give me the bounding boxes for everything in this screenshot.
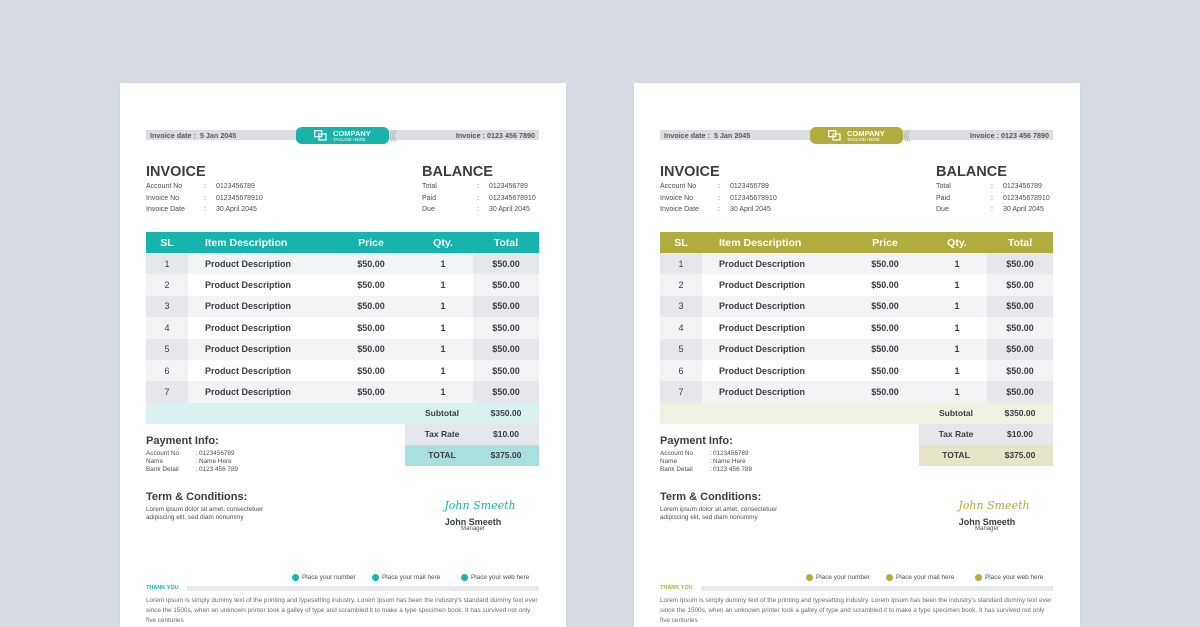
terms-text: Lorem ipsum dolor sit amet, consectetuer adipiscing elit, sed diam nonummy bbox=[146, 506, 264, 522]
cell-price: $50.00 bbox=[871, 258, 899, 269]
cell-qty: 1 bbox=[954, 258, 960, 269]
cell-sl: 6 bbox=[678, 365, 684, 376]
cell-sl: 3 bbox=[678, 301, 684, 312]
footer-text: Lorem Ipsum is simply dummy text of the printing and typesetting industry. Lorem Ipsum has been the industry's standard dummy text ever since the 1500s, when an unknown printer took a galley of type and scrambled it to make a type specimen book. It has survived not only five centuries bbox=[146, 597, 538, 624]
meta-row: Account No : 0123456789 bbox=[660, 450, 749, 457]
tax-row: Tax Rate $10.00 bbox=[146, 424, 539, 445]
col-sl: SL bbox=[674, 236, 688, 249]
cell-sl: 1 bbox=[164, 258, 170, 269]
payment-info bbox=[146, 450, 296, 475]
cell-qty: 1 bbox=[440, 258, 446, 269]
meta-row: Name : Name Here bbox=[660, 458, 746, 466]
cell-qty: 1 bbox=[954, 301, 960, 312]
table-row bbox=[660, 253, 1053, 274]
meta-row: Invoice No : 012345678910 bbox=[146, 194, 263, 202]
table-row bbox=[146, 381, 539, 402]
cell-price: $50.00 bbox=[357, 365, 385, 376]
meta-row: Account No : 0123456789 bbox=[660, 183, 769, 190]
signer-role: Manager bbox=[461, 526, 485, 532]
cell-sl: 6 bbox=[164, 365, 170, 376]
invoice-header-strip bbox=[146, 127, 539, 143]
payment-info bbox=[660, 450, 810, 475]
globe-icon bbox=[975, 574, 982, 581]
cell-qty: 1 bbox=[954, 344, 960, 355]
chevrons-right-icon: ((( bbox=[903, 128, 909, 142]
table-row bbox=[146, 296, 539, 317]
cell-qty: 1 bbox=[440, 344, 446, 355]
balance-meta bbox=[422, 183, 542, 218]
company-tagline: TAGLINE HERE bbox=[333, 137, 366, 142]
cell-qty: 1 bbox=[954, 322, 960, 333]
meta-row: Paid : 012345678910 bbox=[422, 194, 536, 202]
meta-row: Total : 0123456789 bbox=[936, 183, 1042, 190]
cell-total: $50.00 bbox=[1006, 322, 1034, 333]
company-name: COMPANY bbox=[333, 129, 371, 138]
signer-role: Manager bbox=[975, 526, 999, 532]
cell-total: $50.00 bbox=[492, 322, 520, 333]
meta-row: Paid : 012345678910 bbox=[936, 194, 1050, 202]
col-sl: SL bbox=[160, 236, 174, 249]
invoice-page bbox=[120, 83, 566, 627]
col-description: Item Description bbox=[719, 236, 802, 249]
cell-total: $50.00 bbox=[1006, 301, 1034, 312]
payment-info-title: Payment Info: bbox=[660, 435, 733, 447]
cell-total: $50.00 bbox=[492, 365, 520, 376]
cell-total: $50.00 bbox=[1006, 387, 1034, 398]
cell-sl: 5 bbox=[678, 344, 684, 355]
meta-row: Account No : 0123456789 bbox=[146, 450, 235, 457]
cell-total: $50.00 bbox=[492, 344, 520, 355]
thank-you-label: THANK YOU bbox=[660, 585, 693, 591]
meta-row: Account No : 0123456789 bbox=[146, 183, 255, 190]
invoice-number: Invoice : 0123 456 7890 bbox=[455, 131, 535, 140]
invoice-number: Invoice : 0123 456 7890 bbox=[969, 131, 1049, 140]
balance-meta bbox=[936, 183, 1056, 218]
cell-price: $50.00 bbox=[357, 322, 385, 333]
cell-qty: 1 bbox=[440, 280, 446, 291]
cell-sl: 4 bbox=[164, 322, 170, 333]
cell-desc: Product Description bbox=[719, 387, 806, 398]
col-price: Price bbox=[872, 236, 898, 249]
company-logo bbox=[296, 127, 389, 144]
footer-text: Lorem Ipsum is simply dummy text of the printing and typesetting industry. Lorem Ipsum has been the industry's standard dummy text ever since the 1500s, when an unknown printer took a galley of type and scrambled it to make a type specimen book. It has survived not only five centuries bbox=[660, 597, 1052, 624]
table-row bbox=[660, 317, 1053, 338]
phone-icon bbox=[292, 574, 299, 581]
cell-desc: Product Description bbox=[205, 280, 292, 291]
col-qty: Qty. bbox=[433, 236, 453, 249]
cell-total: $50.00 bbox=[1006, 258, 1034, 269]
meta-row: Bank Detail : 0123 456 789 bbox=[146, 466, 239, 474]
cell-qty: 1 bbox=[440, 301, 446, 312]
signature-script: John Smeeth bbox=[444, 499, 516, 512]
col-total: Total bbox=[1007, 236, 1033, 249]
cell-price: $50.00 bbox=[357, 344, 385, 355]
company-name: COMPANY bbox=[847, 129, 885, 138]
cell-sl: 5 bbox=[164, 344, 170, 355]
cell-sl: 2 bbox=[164, 280, 170, 291]
cell-qty: 1 bbox=[440, 387, 446, 398]
cell-price: $50.00 bbox=[871, 280, 899, 291]
terms-title: Term & Conditions: bbox=[146, 491, 248, 503]
subtotal-row: Subtotal $350.00 bbox=[146, 403, 539, 424]
col-total: Total bbox=[493, 236, 519, 249]
phone-icon bbox=[806, 574, 813, 581]
table-row bbox=[146, 360, 539, 381]
cell-sl: 7 bbox=[164, 387, 170, 398]
cell-qty: 1 bbox=[440, 322, 446, 333]
cell-price: $50.00 bbox=[357, 258, 385, 269]
meta-row: Due : 30 April 2045 bbox=[422, 206, 530, 214]
cell-total: $50.00 bbox=[492, 258, 520, 269]
cell-sl: 1 bbox=[678, 258, 684, 269]
table-row bbox=[660, 339, 1053, 360]
balance-title: BALANCE bbox=[422, 164, 493, 180]
meta-row: Invoice Date : 30 April 2045 bbox=[660, 206, 771, 214]
table-row bbox=[146, 317, 539, 338]
meta-row: Total : 0123456789 bbox=[422, 183, 528, 190]
cell-price: $50.00 bbox=[871, 387, 899, 398]
company-logo bbox=[810, 127, 903, 144]
cell-qty: 1 bbox=[954, 365, 960, 376]
chevrons-right-icon: ((( bbox=[389, 128, 395, 142]
table-row bbox=[660, 296, 1053, 317]
cell-desc: Product Description bbox=[719, 280, 806, 291]
meta-row: Name : Name Here bbox=[146, 458, 232, 466]
cell-desc: Product Description bbox=[719, 258, 806, 269]
subtotal-row: Subtotal $350.00 bbox=[660, 403, 1053, 424]
meta-row: Invoice No : 012345678910 bbox=[660, 194, 777, 202]
cell-qty: 1 bbox=[954, 387, 960, 398]
table-row bbox=[660, 381, 1053, 402]
cell-total: $50.00 bbox=[1006, 344, 1034, 355]
cell-qty: 1 bbox=[440, 365, 446, 376]
cell-price: $50.00 bbox=[871, 365, 899, 376]
company-logo-icon bbox=[314, 130, 327, 141]
cell-price: $50.00 bbox=[357, 280, 385, 291]
cell-total: $50.00 bbox=[492, 387, 520, 398]
invoice-meta bbox=[146, 183, 296, 218]
cell-desc: Product Description bbox=[719, 301, 806, 312]
table-row bbox=[146, 253, 539, 274]
col-description: Item Description bbox=[205, 236, 288, 249]
meta-row: Invoice Date : 30 April 2045 bbox=[146, 206, 257, 214]
cell-desc: Product Description bbox=[205, 322, 292, 333]
contact-mail: Place your mail here bbox=[886, 574, 954, 581]
items-table bbox=[660, 232, 1053, 466]
invoice-header-strip bbox=[660, 127, 1053, 143]
table-header bbox=[146, 232, 539, 253]
cell-total: $50.00 bbox=[1006, 365, 1034, 376]
cell-total: $50.00 bbox=[492, 280, 520, 291]
contact-phone: Place your number bbox=[292, 574, 356, 581]
globe-icon bbox=[461, 574, 468, 581]
cell-desc: Product Description bbox=[205, 301, 292, 312]
cell-desc: Product Description bbox=[719, 322, 806, 333]
signer-name: John Smeeth bbox=[444, 517, 502, 527]
table-row bbox=[660, 274, 1053, 295]
table-row bbox=[146, 274, 539, 295]
invoice-date: Invoice date : 5 Jan 2045 bbox=[150, 131, 237, 140]
terms-title: Term & Conditions: bbox=[660, 491, 762, 503]
invoice-page bbox=[634, 83, 1080, 627]
cell-desc: Product Description bbox=[719, 365, 806, 376]
cell-desc: Product Description bbox=[205, 344, 292, 355]
table-body bbox=[660, 253, 1053, 403]
invoice-title: INVOICE bbox=[660, 164, 720, 180]
cell-sl: 4 bbox=[678, 322, 684, 333]
cell-sl: 3 bbox=[164, 301, 170, 312]
cell-price: $50.00 bbox=[871, 344, 899, 355]
payment-info-title: Payment Info: bbox=[146, 435, 219, 447]
cell-price: $50.00 bbox=[871, 301, 899, 312]
contact-phone: Place your number bbox=[806, 574, 870, 581]
contact-mail: Place your mail here bbox=[372, 574, 440, 581]
terms-text: Lorem ipsum dolor sit amet, consectetuer adipiscing elit, sed diam nonummy bbox=[660, 506, 778, 522]
cell-qty: 1 bbox=[954, 280, 960, 291]
invoice-date: Invoice date : 5 Jan 2045 bbox=[664, 131, 751, 140]
tax-row: Tax Rate $10.00 bbox=[660, 424, 1053, 445]
company-logo-icon bbox=[828, 130, 841, 141]
meta-row: Due : 30 April 2045 bbox=[936, 206, 1044, 214]
meta-row: Bank Detail : 0123 456 789 bbox=[660, 466, 753, 474]
cell-price: $50.00 bbox=[871, 322, 899, 333]
total-row: TOTAL $375.00 bbox=[660, 445, 1053, 466]
cell-price: $50.00 bbox=[357, 301, 385, 312]
contact-web: Place your web here bbox=[461, 574, 529, 581]
total-row: TOTAL $375.00 bbox=[146, 445, 539, 466]
col-qty: Qty. bbox=[947, 236, 967, 249]
signer-name: John Smeeth bbox=[958, 517, 1016, 527]
cell-desc: Product Description bbox=[205, 258, 292, 269]
items-table bbox=[146, 232, 539, 466]
thank-you-label: THANK YOU bbox=[146, 585, 179, 591]
signature-script: John Smeeth bbox=[958, 499, 1030, 512]
invoice-title: INVOICE bbox=[146, 164, 206, 180]
table-body bbox=[146, 253, 539, 403]
table-row bbox=[660, 360, 1053, 381]
cell-desc: Product Description bbox=[205, 387, 292, 398]
cell-desc: Product Description bbox=[719, 344, 806, 355]
mail-icon bbox=[886, 574, 893, 581]
invoice-meta bbox=[660, 183, 810, 218]
table-header bbox=[660, 232, 1053, 253]
table-row bbox=[146, 339, 539, 360]
cell-sl: 2 bbox=[678, 280, 684, 291]
balance-title: BALANCE bbox=[936, 164, 1007, 180]
cell-total: $50.00 bbox=[492, 301, 520, 312]
mail-icon bbox=[372, 574, 379, 581]
col-price: Price bbox=[358, 236, 384, 249]
cell-total: $50.00 bbox=[1006, 280, 1034, 291]
cell-desc: Product Description bbox=[205, 365, 292, 376]
cell-price: $50.00 bbox=[357, 387, 385, 398]
cell-sl: 7 bbox=[678, 387, 684, 398]
contact-web: Place your web here bbox=[975, 574, 1043, 581]
company-tagline: TAGLINE HERE bbox=[847, 137, 880, 142]
